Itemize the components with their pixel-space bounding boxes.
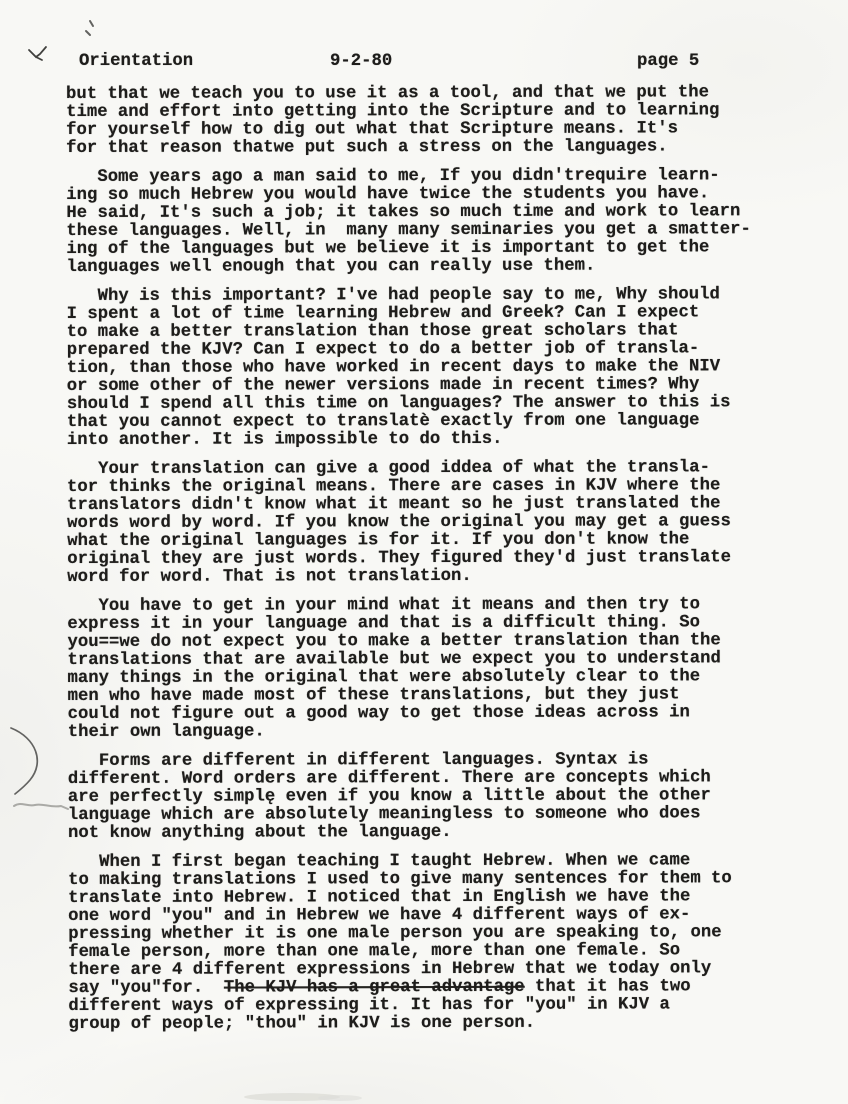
- document-body: [66, 84, 774, 1034]
- paragraph-6: Forms are different in different languages. Syntax is different. Word orders are different. There are concepts which are perfectly simplę even if you know a little about the other language which are absolutely meaningless to someone who does not know anything about the language.: [67, 750, 711, 843]
- paragraph-7: [68, 852, 774, 1034]
- paragraph-4: Your translation can give a good iddea of what the transla- tor thinks the original means. There are cases in KJV where the translators didn't know what it meant so he just translated the words word by word. If you know the original you may get a guess what the original languages is for it. If you don't know the original they are just words. They figured they'd just translate word for word. That is not translation.: [66, 458, 731, 587]
- document-title: Orientation: [79, 52, 194, 71]
- bottom-smudge: [318, 1095, 362, 1101]
- paragraph-5: You have to get in your mind what it means and then try to express it in your language and that is a difficult thing. So you==we do not expect you to make a better translation than the translations that are available but we expect you to understand many things in the original that were absolutely clear to the men who have made most of these translations, but they just could not figure out a good way to get those ideas across in their own language.: [67, 595, 721, 742]
- paragraph-7-text-before: When I first began teaching I taught Hebrew. When we came to making translations I used to give many sentences for them to translate into Hebrew. I noticed that in English we have the one word "you" and in Hebrew we have 4 different ways of ex- pressing whether it is one male person you are speaking to, one female person, more than one male, more than one female. So there are 4 different expressions in Hebrew that we today only say "you"for.: [68, 851, 732, 998]
- bottom-smudge: [244, 1093, 340, 1101]
- paragraph-3: Why is this important? I've had people say to me, Why should I spent a lot of time learning Hebrew and Greek? Can I expect to make a better translation than those great scholars that prepared the KJV? Can I expect to do a better job of transla- tion, than those who have worked in recent days to make the NIV or some other of the newer versions made in recent times? Why should I spend all this time on languages? The answer to this is that you cannot expect to translatè exactly from one language into another. It is impossible to do this.: [66, 285, 731, 450]
- curved-pen-stroke: [11, 728, 37, 794]
- check-pen-mark: [29, 47, 46, 60]
- document-date: 9-2-80: [330, 52, 393, 71]
- struck-out-text: The KJV has a great advantage: [223, 977, 525, 998]
- paragraph-7-text-after: that it has two different ways of expressing it. It has for "you" in KJV a group of people; "thou" in KJV is one person.: [68, 977, 691, 1034]
- squiggle-pen-mark: [14, 804, 68, 809]
- colon-pen-mark: [86, 21, 93, 35]
- paragraph-2: Some years ago a man said to me, If you didn'trequire learn- ing so much Hebrew you would have twice the students you have. He said, It's such a job; it takes so much time and work to learn these languages. Well, in many many seminaries you get a smatter- ing of the languages but we believe it is important to get the languages well enough that you can really use them.: [66, 166, 751, 277]
- paragraph-1: but that we teach you to use it as a tool, and that we put the time and effort into getting into the Scripture and to learning for yourself how to dig out what that Scripture means. It's for that reason thatwe put such a stress on the languages.: [65, 83, 720, 158]
- page-number: page 5: [637, 52, 700, 71]
